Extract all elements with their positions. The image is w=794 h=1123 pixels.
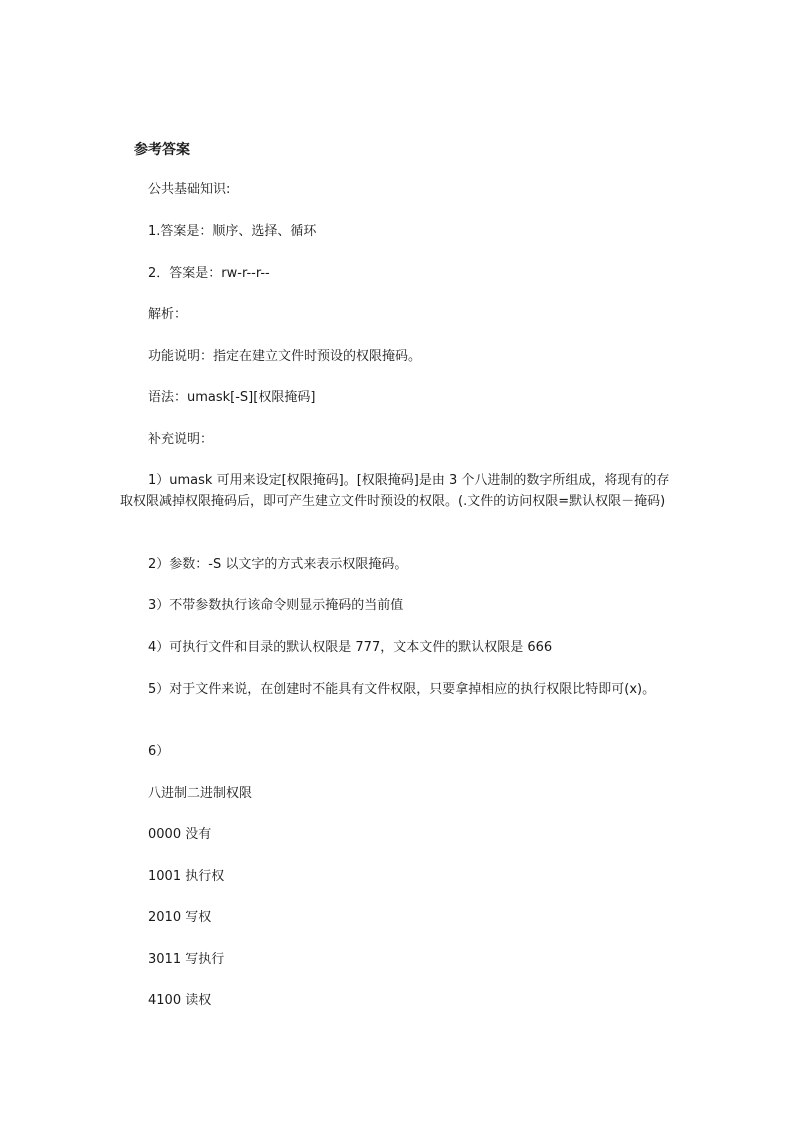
supplement-label: 补充说明： — [148, 432, 214, 447]
permission-row: 3011 写执行 — [148, 952, 225, 967]
answer-2: 2．答案是：rw-r--r-- — [148, 266, 270, 281]
document-title: 参考答案 — [134, 142, 190, 158]
section-heading: 公共基础知识: — [148, 182, 231, 197]
permission-row: 4100 读权 — [148, 993, 212, 1008]
permission-row: 2010 写权 — [148, 910, 212, 925]
permission-table-header: 八进制二进制权限 — [148, 786, 253, 801]
note-5: 5）对于文件来说，在创建时不能具有文件权限，只要拿掉相应的执行权限比特即可(x)。 — [148, 682, 656, 697]
note-4: 4）可执行文件和目录的默认权限是 777，文本文件的默认权限是 666 — [148, 640, 553, 655]
note-2: 2）参数：-S 以文字的方式来表示权限掩码。 — [148, 557, 408, 572]
function-description: 功能说明：指定在建立文件时预设的权限掩码。 — [148, 349, 422, 364]
permission-row: 1001 执行权 — [148, 869, 225, 884]
note-3: 3）不带参数执行该命令则显示掩码的当前值 — [148, 598, 404, 613]
answer-1: 1.答案是：顺序、选择、循环 — [148, 224, 317, 239]
analysis-label: 解析： — [148, 307, 188, 322]
note-6: 6） — [148, 744, 170, 759]
syntax-line: 语法：umask[-S][权限掩码] — [148, 390, 316, 405]
permission-row: 0000 没有 — [148, 827, 212, 842]
note-1-paragraph: 1）umask 可用来设定[权限掩码]。[权限掩码]是由 3 个八进制的数字所组成，将现有的存取权限减掉权限掩码后，即可产生建立文件时预设的权限。(.文件的访问权限=默认权限－掩码) — [120, 473, 670, 509]
